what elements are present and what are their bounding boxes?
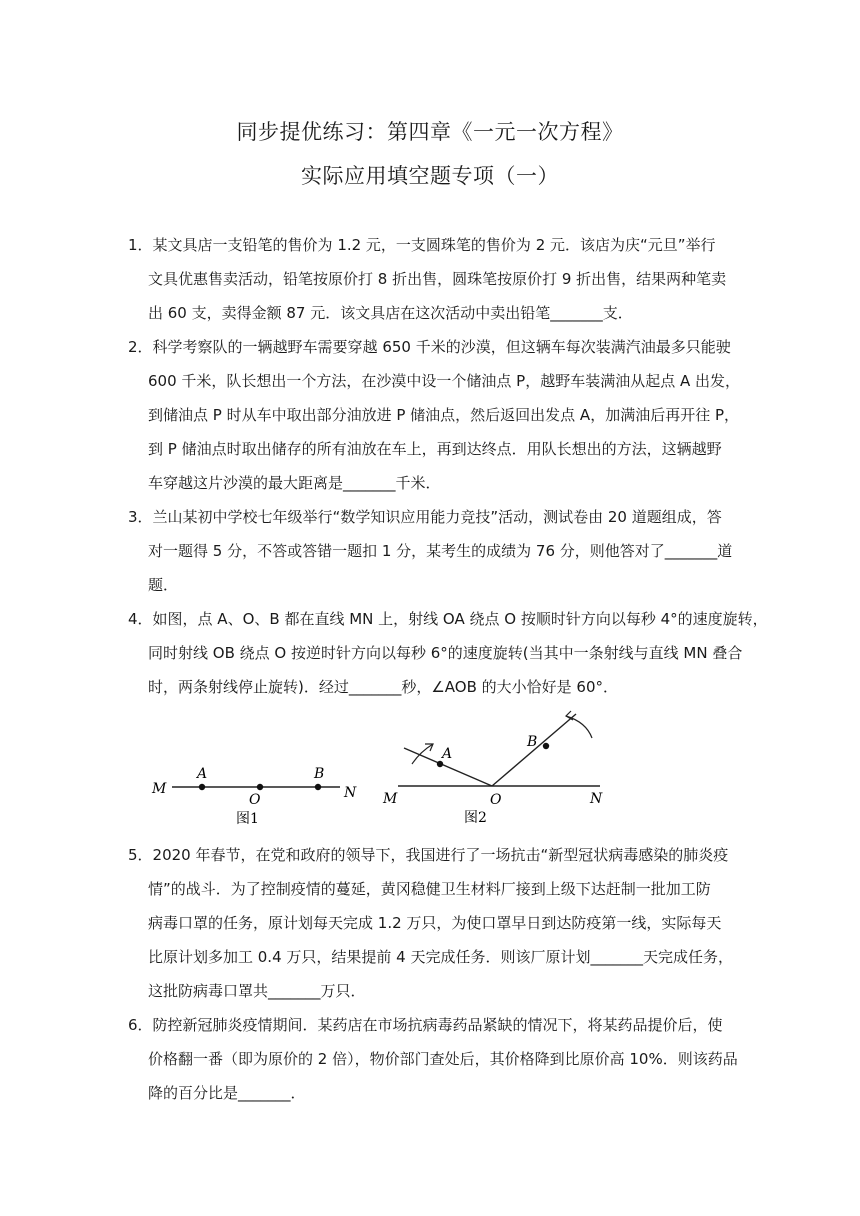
point-b (543, 743, 549, 749)
question-4-line: 同时射线 OB 绕点 O 按逆时针方向以每秒 6°的速度旋转(当其中一条射线与直线 MN 叠合 (148, 644, 743, 662)
point-b (315, 784, 321, 790)
question-3-line: 3．兰山某初中学校七年级举行“数学知识应用能力竞技”活动，测试卷由 20 道题组成，答 (128, 508, 722, 526)
question-6-line: 降的百分比是_______． (148, 1084, 306, 1102)
question-1-line: 1．某文具店一支铅笔的售价为 1.2 元，一支圆珠笔的售价为 2 元．该店为庆“元旦”举行 (128, 236, 716, 254)
question-2-line: 2．科学考察队的一辆越野车需要穿越 650 千米的沙漠，但这辆车每次装满汽油最多只能驶 (128, 338, 731, 356)
question-4-line: 时，两条射线停止旋转)．经过_______秒，∠AOB 的大小恰好是 60°． (148, 678, 619, 696)
question-5-line: 5．2020 年春节，在党和政府的领导下，我国进行了一场抗击“新型冠状病毒感染的肺炎疫 (128, 846, 729, 864)
label-o: O (490, 792, 502, 808)
page-title: 同步提优练习：第四章《一元一次方程》 (236, 120, 624, 144)
question-6-line: 价格翻一番（即为原价的 2 倍），物价部门查处后，其价格降到比原价高 10%．则该药品 (148, 1050, 738, 1068)
question-2-line: 到 P 储油点时取出储存的所有油放在车上，再到达终点．用队长想出的方法，这辆越野 (148, 440, 722, 458)
question-1-line: 出 60 支，卖得金额 87 元．该文具店在这次活动中卖出铅笔_______支． (148, 304, 633, 322)
question-3 (128, 500, 732, 602)
question-1 (128, 228, 732, 330)
label-n: N (344, 785, 357, 801)
question-2-line: 600 千米，队长想出一个方法，在沙漠中设一个储油点 P，越野车装满油从起点 A 出发， (148, 372, 741, 390)
question-5-line: 病毒口罩的任务，原计划每天完成 1.2 万只，为使口罩早日到达防疫第一线，实际每天 (148, 914, 722, 932)
question-1-line: 文具优惠售卖活动，铅笔按原价打 8 折出售，圆珠笔按原价打 9 折出售，结果两种笔卖 (148, 270, 727, 288)
question-2 (128, 330, 741, 500)
caption-fig1: 图1 (236, 811, 259, 827)
caption-fig2: 图2 (464, 810, 487, 826)
ray-ob (492, 714, 576, 786)
figure-2 (382, 711, 603, 826)
question-4-line: 4．如图，点 A、O、B 都在直线 MN 上，射线 OA 绕点 O 按顺时针方向以每秒 4°的速度旋转， (128, 610, 768, 628)
question-2-line: 车穿越这片沙漠的最大距离是_______千米． (148, 474, 441, 492)
label-a: A (442, 746, 453, 762)
question-3-line: 题． (148, 576, 179, 594)
figure-1 (151, 766, 357, 827)
question-5-line: 这批防病毒口罩共_______万只． (148, 982, 366, 1000)
question-3-line: 对一题得 5 分，不答或答错一题扣 1 分，某考生的成绩为 76 分，则他答对了_______道 (148, 542, 733, 560)
label-o: O (249, 792, 261, 808)
label-b: B (527, 734, 538, 750)
rotation-arrow-a (412, 744, 433, 764)
question-6-line: 6．防控新冠肺炎疫情期间．某药店在市场抗病毒药品紧缺的情况下，将某药品提价后，使 (128, 1016, 723, 1034)
label-n: N (590, 791, 603, 807)
question-5 (128, 838, 732, 1008)
label-b: B (314, 766, 325, 782)
label-a: A (197, 766, 208, 782)
point-a (199, 784, 205, 790)
figures (0, 700, 860, 830)
label-m: M (383, 791, 398, 807)
question-4 (128, 602, 768, 704)
label-m: M (152, 781, 167, 797)
question-6 (128, 1008, 738, 1110)
question-5-line: 比原计划多加工 0.4 万只，结果提前 4 天完成任务．则该厂原计划_______天完成任务， (148, 948, 733, 966)
point-o (257, 784, 263, 790)
page-subtitle: 实际应用填空题专项（一） (301, 164, 559, 188)
question-2-line: 到储油点 P 时从车中取出部分油放进 P 储油点，然后返回出发点 A，加满油后再开往 P， (148, 406, 740, 424)
question-5-line: 情”的战斗．为了控制疫情的蔓延，黄冈稳健卫生材料厂接到上级下达赶制一批加工防 (148, 880, 711, 898)
